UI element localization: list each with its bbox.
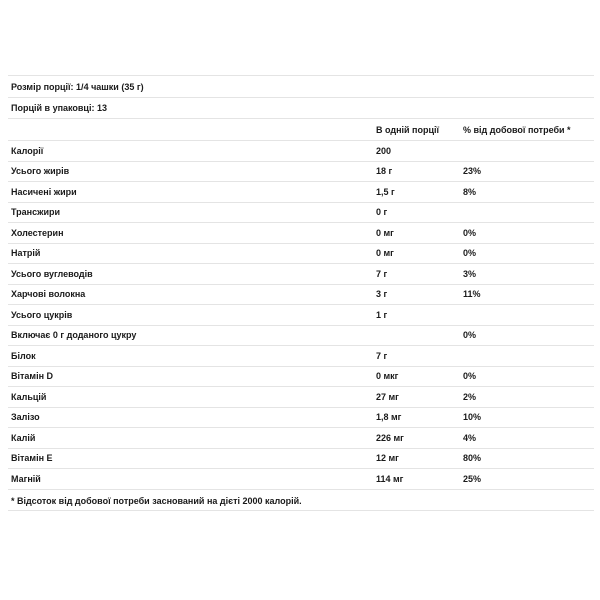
table-row: [8, 387, 594, 408]
nutrient-amount: 1,8 мг: [372, 407, 457, 428]
table-row: [8, 161, 594, 182]
nutrient-daily-value: 25%: [457, 469, 594, 490]
nutrient-daily-value: 11%: [457, 284, 594, 305]
table-row: [8, 284, 594, 305]
table-header-row: [8, 119, 594, 141]
nutrient-amount: 7 г: [372, 346, 457, 367]
nutrient-daily-value: [457, 346, 594, 367]
nutrient-amount: 12 мг: [372, 448, 457, 469]
column-header-per-serving: В одній порції: [372, 119, 457, 141]
nutrient-amount: 0 мг: [372, 223, 457, 244]
nutrient-name: Калорії: [8, 141, 372, 162]
nutrient-name: Магній: [8, 469, 372, 490]
nutrient-daily-value: 0%: [457, 325, 594, 346]
nutrient-daily-value: 2%: [457, 387, 594, 408]
nutrient-amount: 1,5 г: [372, 182, 457, 203]
table-row: [8, 202, 594, 223]
nutrient-amount: [372, 325, 457, 346]
nutrient-amount: 200: [372, 141, 457, 162]
nutrient-name: Вітамін E: [8, 448, 372, 469]
table-row: [8, 141, 594, 162]
nutrient-amount: 1 г: [372, 305, 457, 326]
nutrient-daily-value: 4%: [457, 428, 594, 449]
nutrient-daily-value: 10%: [457, 407, 594, 428]
table-row: [8, 407, 594, 428]
table-row: [8, 428, 594, 449]
nutrient-name: Натрій: [8, 243, 372, 264]
footnote: * Відсоток від добової потреби заснований на дієті 2000 калорій.: [8, 489, 594, 511]
table-row: [8, 366, 594, 387]
nutrient-name: Залізо: [8, 407, 372, 428]
nutrient-daily-value: 8%: [457, 182, 594, 203]
nutrient-name: Калій: [8, 428, 372, 449]
nutrient-amount: 27 мг: [372, 387, 457, 408]
table-row: [8, 223, 594, 244]
table-row: [8, 448, 594, 469]
nutrient-daily-value: 3%: [457, 264, 594, 285]
nutrient-name: Усього цукрів: [8, 305, 372, 326]
nutrient-daily-value: [457, 141, 594, 162]
nutrient-amount: 0 г: [372, 202, 457, 223]
nutrient-name: Насичені жири: [8, 182, 372, 203]
nutrition-facts-panel: [8, 75, 594, 511]
table-row: [8, 182, 594, 203]
table-row: [8, 305, 594, 326]
servings-per-pack: Порцій в упаковці: 13: [8, 97, 594, 118]
nutrient-amount: 7 г: [372, 264, 457, 285]
nutrient-amount: 0 мг: [372, 243, 457, 264]
nutrient-name: Трансжири: [8, 202, 372, 223]
nutrient-daily-value: [457, 305, 594, 326]
column-header-daily-value: % від добової потреби *: [457, 119, 594, 141]
nutrient-rows: [8, 141, 594, 490]
serving-size: Розмір порції: 1/4 чашки (35 г): [8, 75, 594, 97]
nutrient-daily-value: 0%: [457, 366, 594, 387]
column-header-nutrient: [8, 119, 372, 141]
nutrient-amount: 0 мкг: [372, 366, 457, 387]
nutrient-name: Харчові волокна: [8, 284, 372, 305]
nutrient-table: [8, 118, 594, 489]
nutrient-daily-value: 0%: [457, 223, 594, 244]
nutrient-amount: 114 мг: [372, 469, 457, 490]
nutrient-name: Холестерин: [8, 223, 372, 244]
table-row: [8, 346, 594, 367]
table-row: [8, 243, 594, 264]
nutrient-name: Білок: [8, 346, 372, 367]
nutrient-name: Включає 0 г доданого цукру: [8, 325, 372, 346]
nutrient-name: Усього жирів: [8, 161, 372, 182]
nutrient-daily-value: 80%: [457, 448, 594, 469]
table-row: [8, 469, 594, 490]
nutrient-daily-value: 23%: [457, 161, 594, 182]
nutrient-amount: 3 г: [372, 284, 457, 305]
nutrient-daily-value: [457, 202, 594, 223]
table-row: [8, 264, 594, 285]
nutrient-name: Вітамін D: [8, 366, 372, 387]
nutrient-daily-value: 0%: [457, 243, 594, 264]
table-row: [8, 325, 594, 346]
nutrient-name: Усього вуглеводів: [8, 264, 372, 285]
nutrient-amount: 226 мг: [372, 428, 457, 449]
nutrient-name: Кальцій: [8, 387, 372, 408]
nutrient-amount: 18 г: [372, 161, 457, 182]
